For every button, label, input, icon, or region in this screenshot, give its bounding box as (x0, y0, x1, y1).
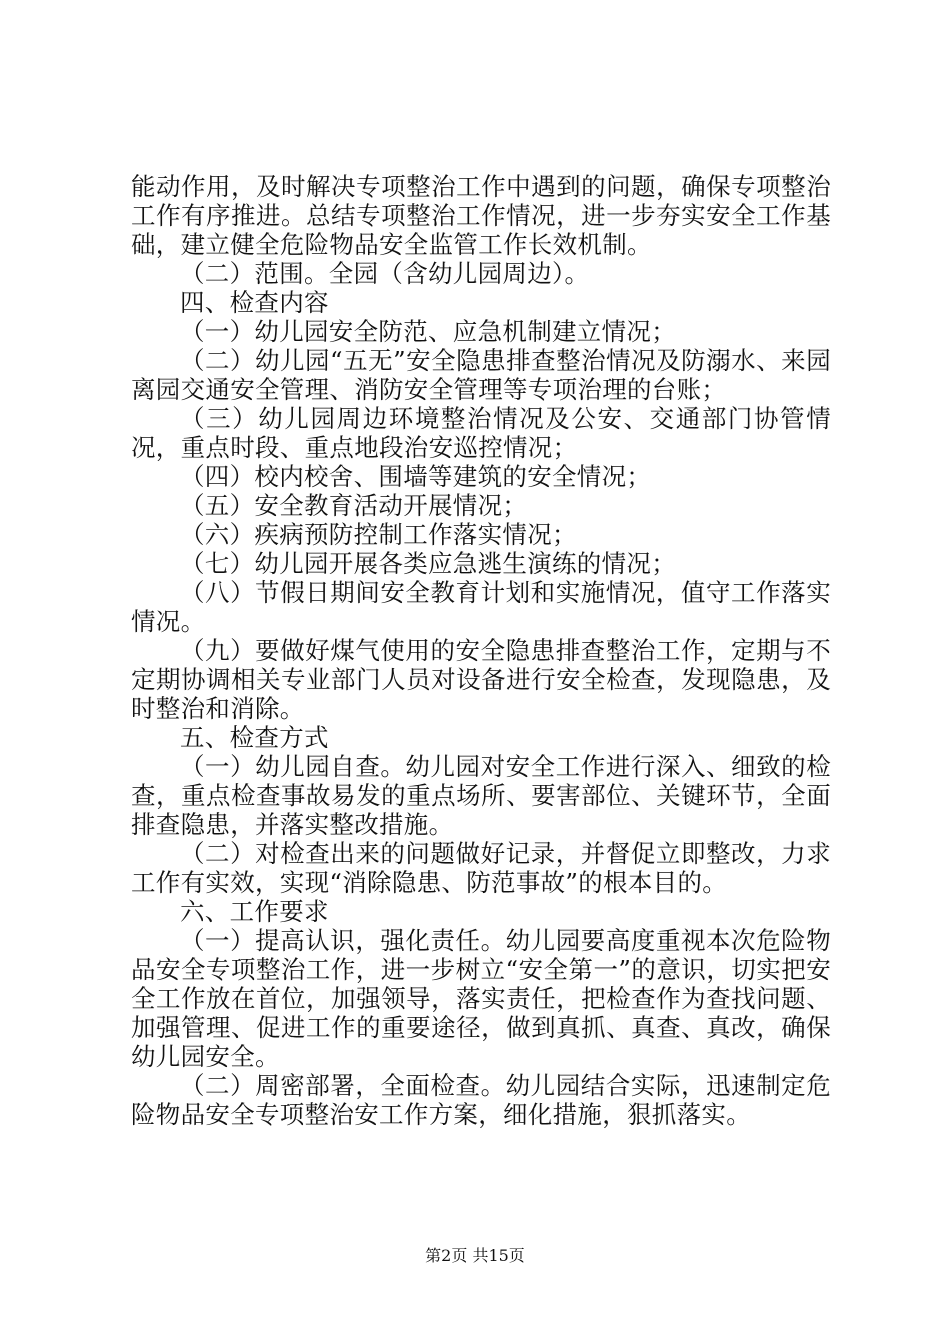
page-footer (0, 1243, 950, 1266)
paragraph-scope: （二）范围。全园（含幼儿园周边）。 (180, 259, 590, 288)
paragraph-continuation: 能动作用，及时解决专项整治工作中遇到的问题，确保专项整治工作有序推进。总结专项整治工作情况，进一步夯实安全工作基础，建立健全危险物品安全监管工作长效机制。 (131, 172, 831, 259)
list-item-6-2: （二）周密部署，全面检查。幼儿园结合实际，迅速制定危险物品安全专项整治安工作方案，细化措施，狠抓落实。 (131, 1071, 831, 1129)
list-item-4-8: （八）节假日期间安全教育计划和实施情况，值守工作落实情况。 (131, 578, 831, 636)
list-item-4-1: （一）幼儿园安全防范、应急机制建立情况； (180, 317, 676, 346)
page-number-label: 第2页 共15页 (425, 1246, 525, 1265)
list-item-4-2: （二）幼儿园“五无”安全隐患排查整治情况及防溺水、来园离园交通安全管理、消防安全管理等专项治理的台账； (131, 346, 831, 404)
list-item-4-5: （五）安全教育活动开展情况； (180, 491, 528, 520)
list-item-4-7: （七）幼儿园开展各类应急逃生演练的情况； (180, 549, 676, 578)
document-body (131, 172, 831, 1129)
section-heading-6: 六、工作要求 (180, 897, 329, 926)
section-heading-4: 四、检查内容 (180, 288, 329, 317)
list-item-4-3: （三）幼儿园周边环境整治情况及公安、交通部门协管情况，重点时段、重点地段治安巡控情况； (131, 404, 831, 462)
list-item-4-6: （六）疾病预防控制工作落实情况； (180, 520, 577, 549)
list-item-5-1: （一）幼儿园自查。幼儿园对安全工作进行深入、细致的检查，重点检查事故易发的重点场所、要害部位、关键环节，全面排查隐患，并落实整改措施。 (131, 752, 831, 839)
list-item-5-2: （二）对检查出来的问题做好记录，并督促立即整改，力求工作有实效，实现“消除隐患、防范事故”的根本目的。 (131, 839, 831, 897)
list-item-6-1: （一）提高认识，强化责任。幼儿园要高度重视本次危险物品安全专项整治工作，进一步树立“安全第一”的意识，切实把安全工作放在首位，加强领导，落实责任，把检查作为查找问题、加强管理、促进工作的重要途径，做到真抓、真查、真改，确保幼儿园安全。 (131, 926, 831, 1071)
list-item-4-9: （九）要做好煤气使用的安全隐患排查整治工作，定期与不定期协调相关专业部门人员对设备进行安全检查，发现隐患，及时整治和消除。 (131, 636, 831, 723)
section-heading-5: 五、检查方式 (180, 723, 329, 752)
list-item-4-4: （四）校内校舍、围墙等建筑的安全情况； (180, 462, 652, 491)
